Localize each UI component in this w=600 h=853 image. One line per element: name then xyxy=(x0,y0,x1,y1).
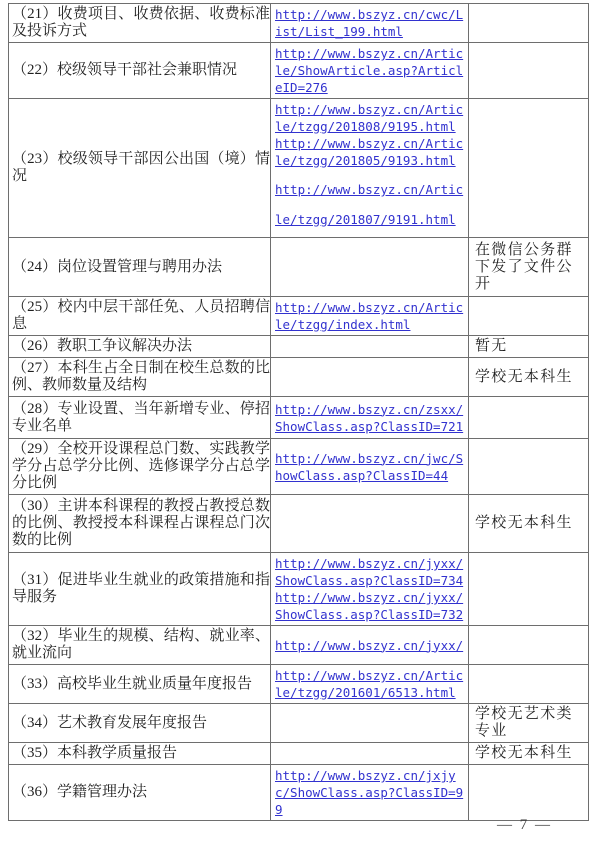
table-row xyxy=(9,336,589,358)
link[interactable]: http://www.bszyz.cn/jyxx/ShowClass.asp?ClassID=734 xyxy=(275,556,464,588)
remark-text: 学校无本科生 xyxy=(475,745,573,761)
table-row xyxy=(9,99,589,238)
remark-cell xyxy=(469,665,589,704)
item-cell xyxy=(9,553,271,626)
table-row xyxy=(9,238,589,297)
remark-cell xyxy=(469,439,589,495)
links-cell xyxy=(271,336,469,358)
link[interactable]: http://www.bszyz.cn/Article/ShowArticle.asp?ArticleID=276 xyxy=(275,46,464,95)
item-text: （24）岗位设置管理与聘用办法 xyxy=(12,258,223,275)
link[interactable]: http://www.bszyz.cn/jyxx/ShowClass.asp?ClassID=732 xyxy=(275,590,464,622)
link[interactable]: http://www.bszyz.cn/jyxx/ xyxy=(275,637,464,653)
item-cell xyxy=(9,297,271,336)
links-cell xyxy=(271,397,469,439)
remark-cell xyxy=(469,495,589,553)
link[interactable]: http://www.bszyz.cn/Article/tzgg/201808/9195.html xyxy=(275,102,464,134)
link[interactable]: http://www.bszyz.cn/Article/tzgg/201805/9193.html xyxy=(275,136,464,168)
links-cell xyxy=(271,553,469,626)
table-row xyxy=(9,358,589,397)
item-cell xyxy=(9,43,271,99)
item-cell xyxy=(9,358,271,397)
links-cell xyxy=(271,439,469,495)
page-number: — 7 — xyxy=(497,817,552,833)
table-row xyxy=(9,439,589,495)
item-cell xyxy=(9,439,271,495)
link[interactable]: http://www.bszyz.cn/jwc/ShowClass.asp?ClassID=44 xyxy=(275,450,464,483)
item-text: （29）全校开设课程总门数、实践教学学分占总学分比例、选修课学分占总学分比例 xyxy=(12,441,270,491)
table-row xyxy=(9,397,589,439)
links-cell xyxy=(271,43,469,99)
table-row xyxy=(9,626,589,665)
table-row xyxy=(9,704,589,743)
remark-cell xyxy=(469,765,589,821)
item-text: （32）毕业生的规模、结构、就业率、就业流向 xyxy=(12,628,270,661)
item-cell xyxy=(9,626,271,665)
link[interactable]: http://www.bszyz.cn/Article/tzgg/201807/9191.html xyxy=(275,182,464,227)
item-cell xyxy=(9,238,271,297)
item-text: （27）本科生占全日制在校生总数的比例、教师数量及结构 xyxy=(12,360,270,393)
table-row xyxy=(9,4,589,43)
links-cell xyxy=(271,743,469,765)
remark-cell xyxy=(469,297,589,336)
item-text: （36）学籍管理办法 xyxy=(12,784,148,800)
item-cell xyxy=(9,336,271,358)
remark-cell xyxy=(469,397,589,439)
item-text: （30）主讲本科课程的教授占教授总数的比例、教授授本科课程占课程总门次数的比例 xyxy=(12,498,270,548)
item-cell xyxy=(9,4,271,43)
links-cell xyxy=(271,626,469,665)
links-cell xyxy=(271,358,469,397)
item-cell xyxy=(9,495,271,553)
item-text: （34）艺术教育发展年度报告 xyxy=(12,714,208,731)
links-cell xyxy=(271,99,469,238)
table-row xyxy=(9,553,589,626)
item-text: （28）专业设置、当年新增专业、停招专业名单 xyxy=(12,400,270,434)
remark-cell xyxy=(469,4,589,43)
item-text: （33）高校毕业生就业质量年度报告 xyxy=(12,675,253,692)
remark-cell xyxy=(469,336,589,358)
table-row xyxy=(9,743,589,765)
item-text: （35）本科教学质量报告 xyxy=(12,745,178,761)
table-row xyxy=(9,665,589,704)
remark-cell xyxy=(469,358,589,397)
link[interactable]: http://www.bszyz.cn/Article/tzgg/201601/6513.html xyxy=(275,668,464,700)
remark-cell xyxy=(469,43,589,99)
item-cell xyxy=(9,99,271,238)
remark-text: 在微信公务群下发了文件公开 xyxy=(475,241,573,292)
disclosure-table xyxy=(8,3,589,821)
link[interactable]: http://www.bszyz.cn/zsxx/ShowClass.asp?ClassID=721 xyxy=(275,401,464,434)
links-cell xyxy=(271,297,469,336)
remark-text: 学校无本科生 xyxy=(475,515,573,531)
remark-text: 学校无艺术类专业 xyxy=(475,706,573,739)
remark-cell xyxy=(469,743,589,765)
table-row xyxy=(9,297,589,336)
item-text: （31）促进毕业生就业的政策措施和指导服务 xyxy=(12,572,270,605)
item-cell xyxy=(9,665,271,704)
item-cell xyxy=(9,397,271,439)
remark-cell xyxy=(469,238,589,297)
links-cell xyxy=(271,665,469,704)
links-cell xyxy=(271,704,469,743)
item-text: （21）收费项目、收费依据、收费标准及投诉方式 xyxy=(12,6,270,39)
links-cell xyxy=(271,4,469,43)
item-cell xyxy=(9,765,271,821)
table-row xyxy=(9,765,589,821)
table-row xyxy=(9,43,589,99)
item-cell xyxy=(9,743,271,765)
link[interactable]: http://www.bszyz.cn/cwc/List/List_199.html xyxy=(275,7,464,39)
remark-text: 学校无本科生 xyxy=(475,368,573,385)
link[interactable]: http://www.bszyz.cn/Article/tzgg/index.html xyxy=(275,300,464,332)
item-text: （22）校级领导干部社会兼职情况 xyxy=(12,62,238,78)
item-cell xyxy=(9,704,271,743)
remark-cell xyxy=(469,626,589,665)
remark-cell xyxy=(469,99,589,238)
item-text: （26）教职工争议解决办法 xyxy=(12,338,193,354)
item-text: （25）校内中层干部任免、人员招聘信息 xyxy=(12,299,270,332)
links-cell xyxy=(271,765,469,821)
remark-cell xyxy=(469,553,589,626)
item-text: （23）校级领导干部因公出国（境）情况 xyxy=(12,151,270,184)
remark-cell xyxy=(469,704,589,743)
remark-text: 暂无 xyxy=(475,338,508,354)
table-row xyxy=(9,495,589,553)
link[interactable]: http://www.bszyz.cn/jxjyc/ShowClass.asp?ClassID=99 xyxy=(275,768,464,817)
links-cell xyxy=(271,495,469,553)
links-cell xyxy=(271,238,469,297)
